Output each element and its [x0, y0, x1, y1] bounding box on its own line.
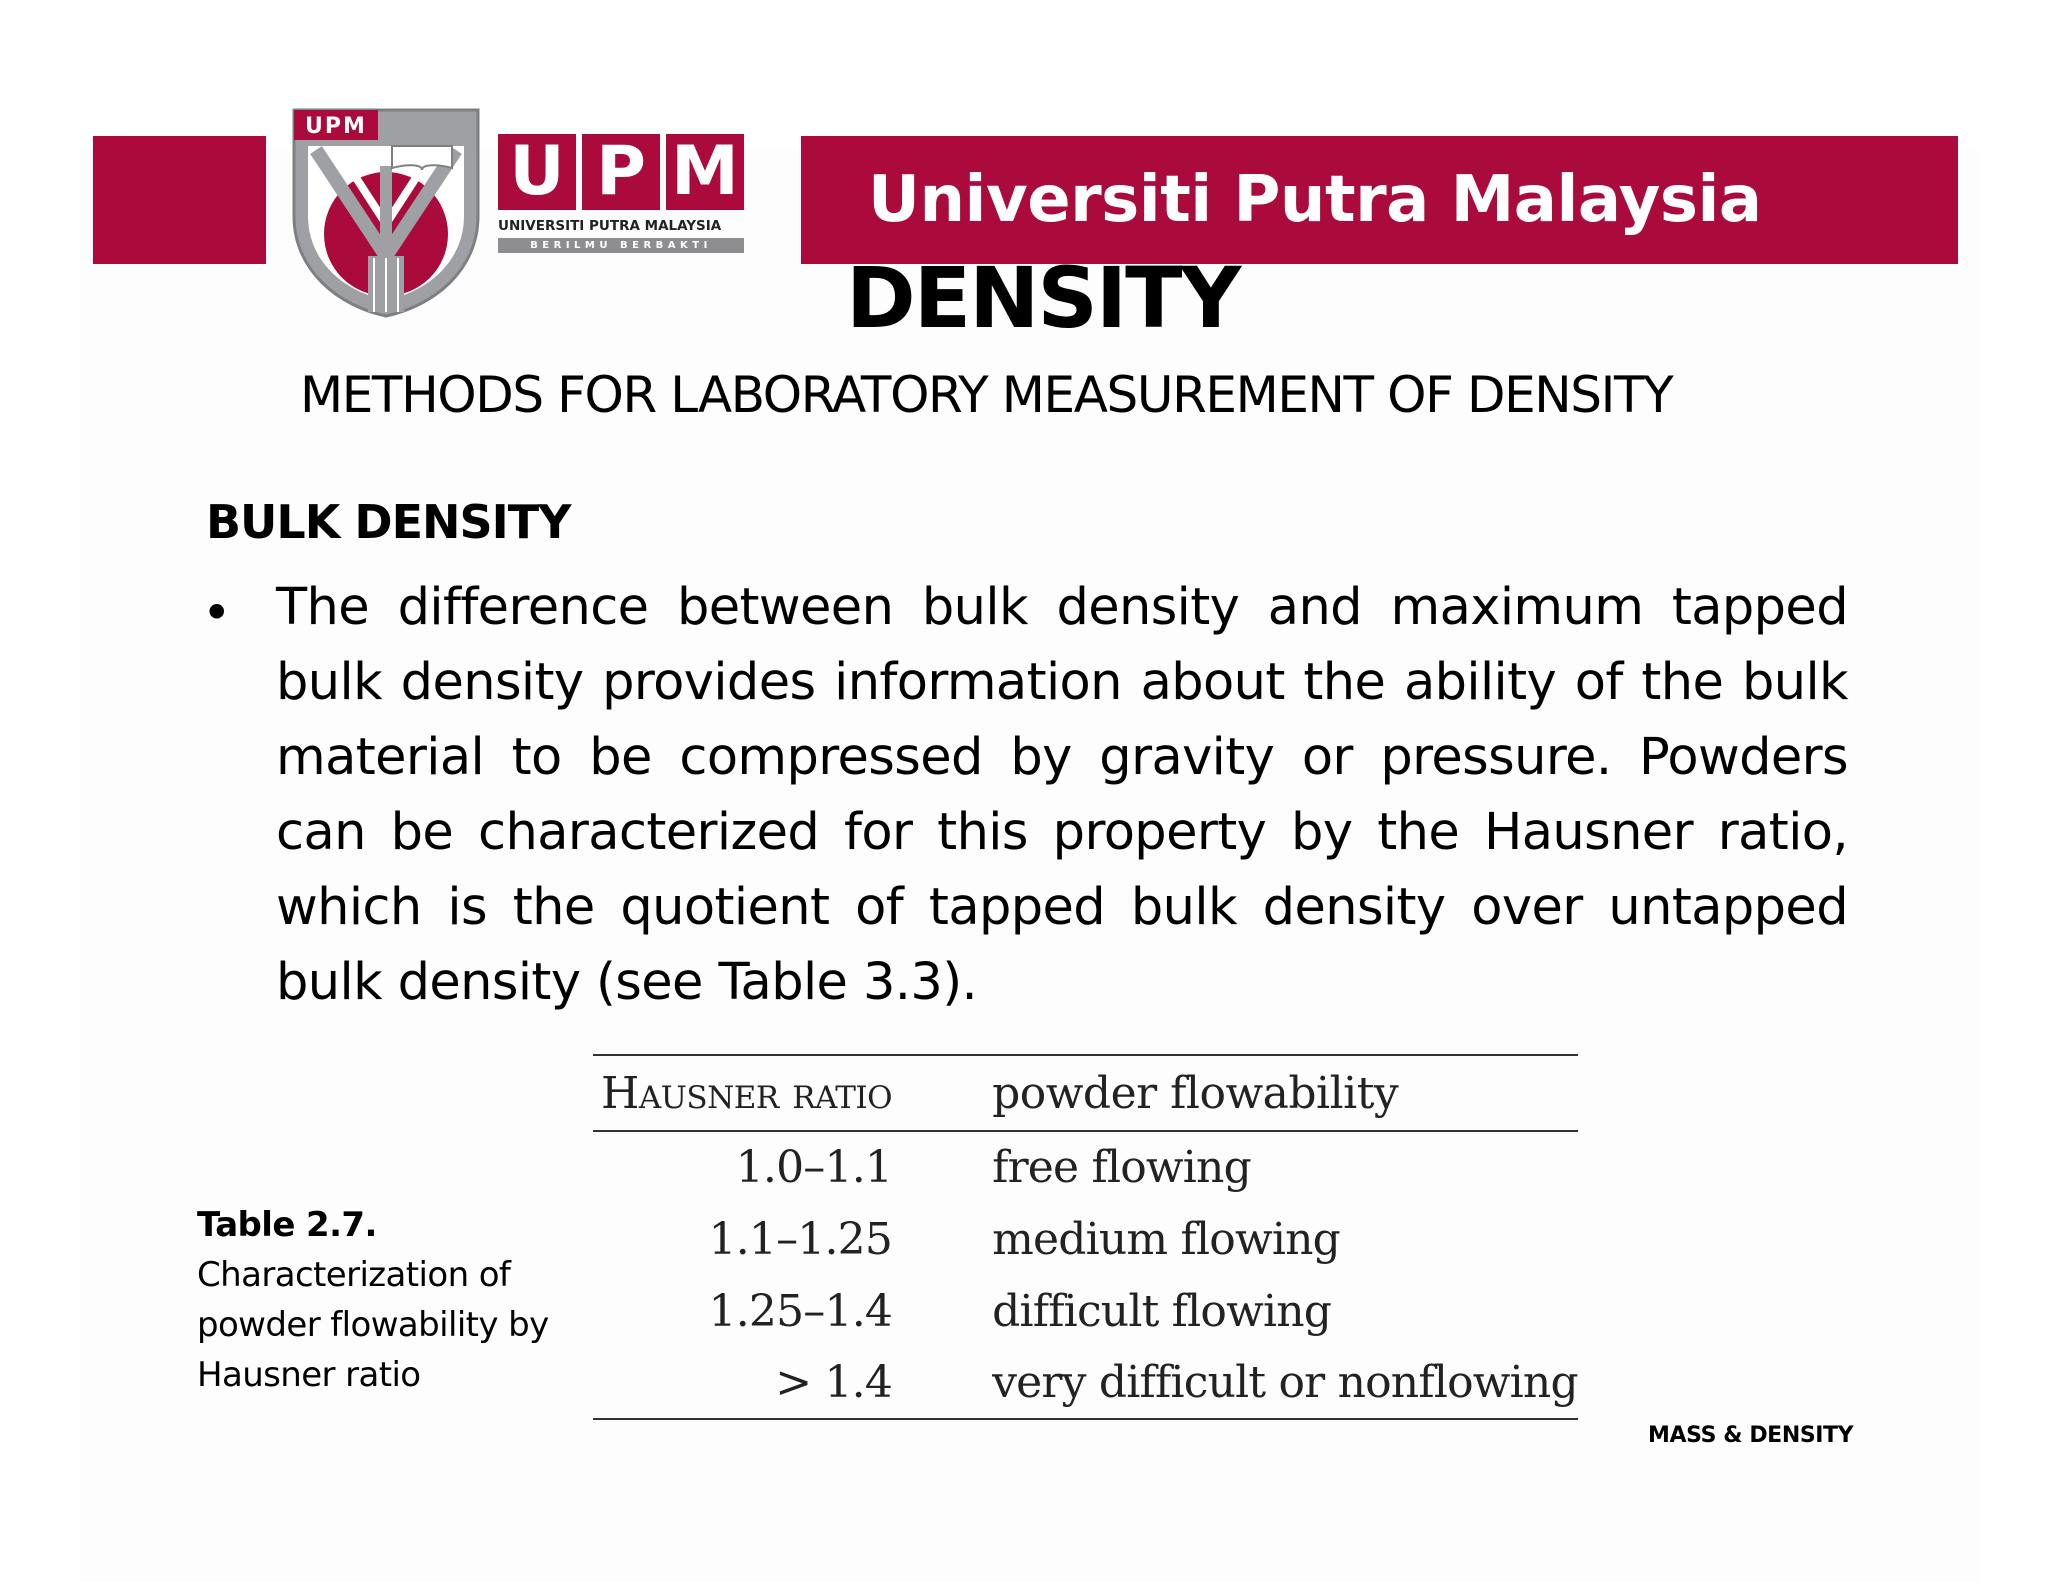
ratio-cell: 1.0–1.1 [735, 1142, 893, 1193]
wordmark-letter-u: U [498, 134, 576, 210]
slide-subtitle: METHODS FOR LABORATORY MEASUREMENT OF DENSITY [300, 366, 1673, 424]
bullet-paragraph: The difference between bulk density and maximum tapped bulk density provides information about the ability of the bulk material to be compressed by gravity or pressure. Powders can be characterized for this property by the Hausner ratio, which is the quotient of tapped bulk density over untapped bulk density (see Table 3.3). [276, 578, 1848, 1012]
wordmark-letter-m: M [666, 134, 744, 210]
table-caption [197, 1200, 557, 1400]
upm-wordmark [498, 134, 748, 266]
table-row [593, 1275, 1578, 1347]
shield-label: UPM [305, 114, 367, 139]
header-powder-flowability: powder flowability [892, 1055, 1578, 1131]
bullet-icon: • [202, 584, 232, 642]
caption-title: Table 2.7. [197, 1205, 377, 1245]
hausner-ratio-table [593, 1054, 1578, 1420]
table-row [593, 1131, 1578, 1203]
ratio-cell: 1.25–1.4 [708, 1285, 893, 1337]
header-hausner-ratio: Hausner ratio [593, 1055, 892, 1131]
section-heading: BULK DENSITY [206, 495, 571, 549]
header-band-left [93, 136, 266, 264]
caption-text: Characterization of powder flowability by Hausner ratio [197, 1255, 549, 1395]
flowability-cell: difficult flowing [992, 1285, 1332, 1337]
slide-title: DENSITY [846, 249, 1240, 347]
table-row [593, 1203, 1578, 1275]
wordmark-letter-p: P [582, 134, 660, 210]
flowability-cell: very difficult or nonflowing [892, 1347, 1578, 1419]
ratio-cell: 1.1–1.25 [708, 1213, 893, 1265]
university-name: Universiti Putra Malaysia [868, 163, 1762, 237]
wordmark-motto: BERILMU BERBAKTI [498, 238, 744, 253]
wordmark-full-name: UNIVERSITI PUTRA MALAYSIA [498, 218, 722, 234]
footer-label: MASS & DENSITY [1648, 1423, 1854, 1448]
upm-shield-logo-icon [288, 106, 484, 318]
flowability-cell: free flowing [992, 1142, 1251, 1193]
ratio-cell: > 1.4 [593, 1347, 892, 1419]
table-row [593, 1347, 1578, 1419]
table-header-row [593, 1055, 1578, 1131]
flowability-cell: medium flowing [992, 1213, 1341, 1265]
